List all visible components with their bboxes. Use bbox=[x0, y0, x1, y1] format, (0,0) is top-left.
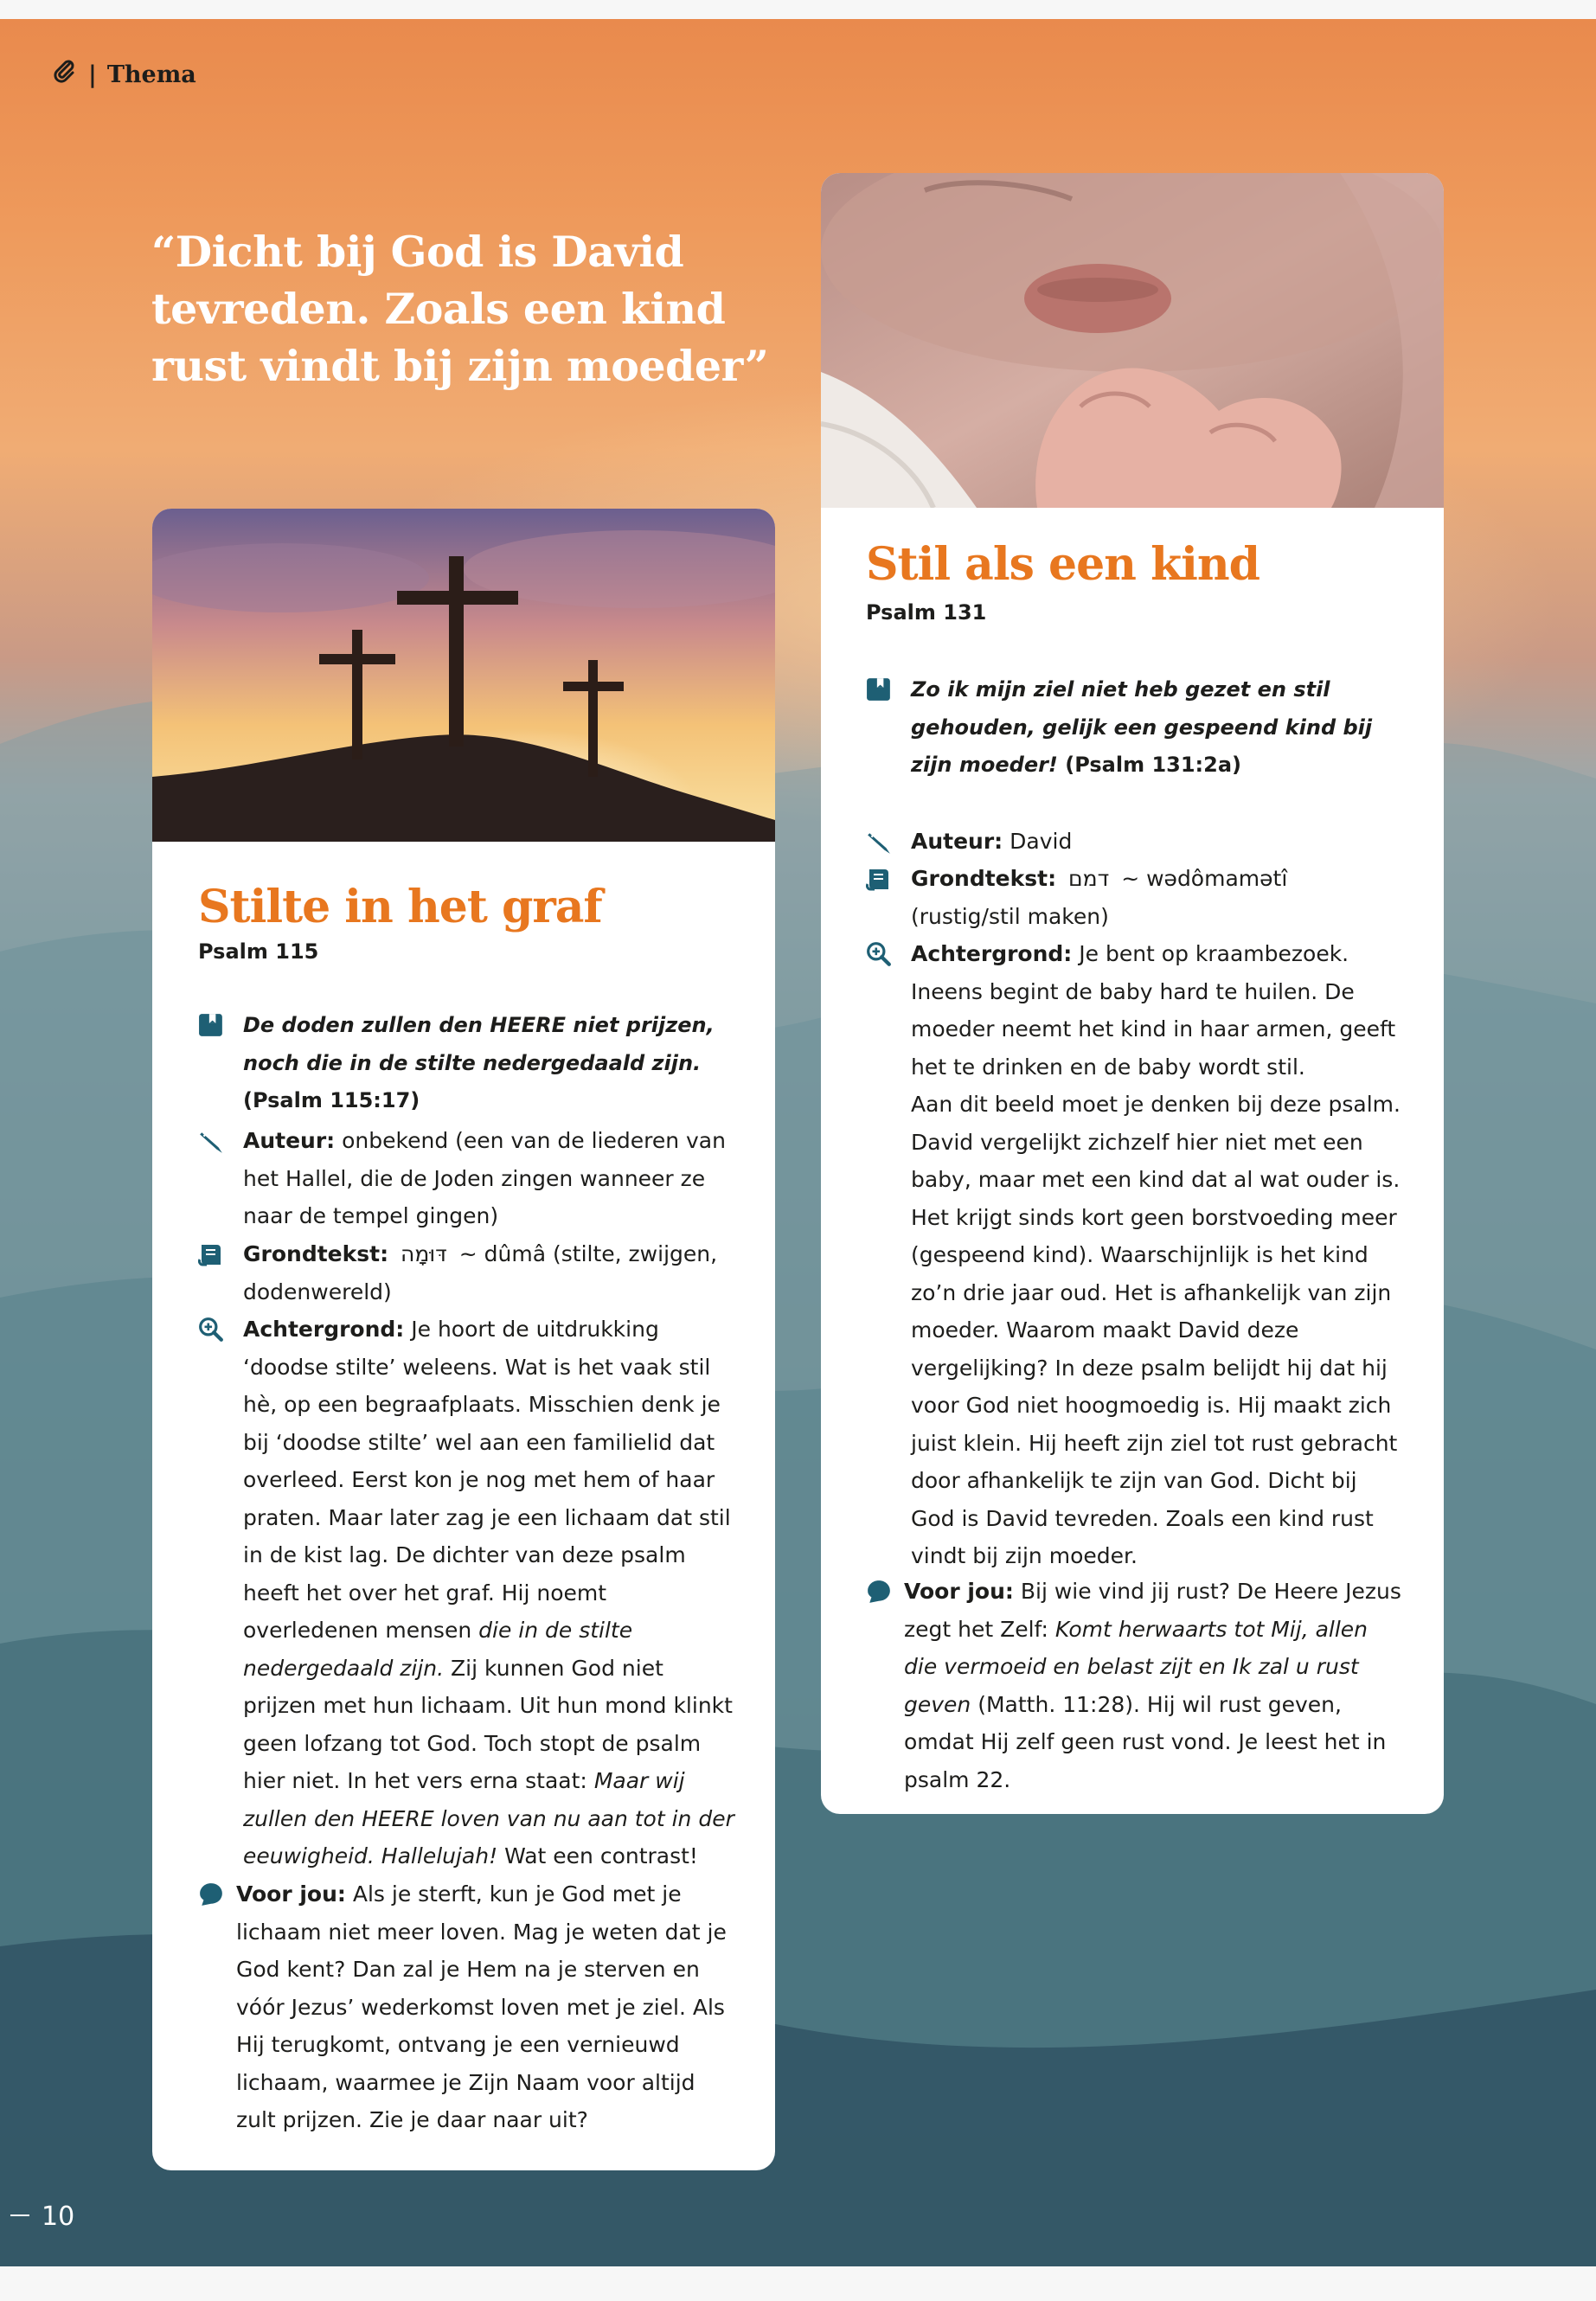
achtergrond-text-1: Je bent op kraambezoek. Ineens begint de baby hard te huilen. De moeder neemt het kind in haar armen, geeft het te drinken en de baby wordt stil. bbox=[911, 941, 1396, 1080]
card-subtitle: Psalm 115 bbox=[198, 939, 319, 964]
paperclip-icon bbox=[52, 59, 78, 91]
card-subtitle: Psalm 131 bbox=[866, 600, 987, 625]
magnifier-icon bbox=[198, 1317, 224, 1343]
voorjou-label: Voor jou: bbox=[904, 1579, 1014, 1604]
verse-block bbox=[243, 1007, 734, 1120]
auteur-row bbox=[866, 823, 1402, 861]
magnifier-icon bbox=[866, 941, 892, 967]
achtergrond-label: Achtergrond: bbox=[911, 941, 1073, 966]
speech-bubble-icon bbox=[198, 1881, 224, 1907]
verse-row bbox=[198, 1007, 734, 1120]
sleeping-baby-photo bbox=[821, 173, 1444, 508]
auteur-text: David bbox=[1010, 829, 1073, 854]
pen-icon bbox=[198, 1129, 224, 1155]
verse-block bbox=[911, 671, 1402, 785]
grondtekst-text: ~ dûmâ (stilte, zwijgen, dodenwereld) bbox=[243, 1241, 718, 1304]
achtergrond-label: Achtergrond: bbox=[243, 1317, 405, 1342]
auteur-text: onbekend (een van de liederen van het Hallel, die de Joden zingen wanneer ze naar de tempel gingen) bbox=[243, 1128, 726, 1228]
card-title: Stil als een kind bbox=[866, 538, 1260, 591]
voorjou-row bbox=[866, 1573, 1402, 1798]
grondtekst-label: Grondtekst: bbox=[911, 866, 1057, 891]
achtergrond-row bbox=[866, 935, 1402, 1575]
auteur-row bbox=[198, 1122, 734, 1235]
grondtekst-block bbox=[243, 1235, 734, 1311]
achtergrond-italic-1: die in de stilte nedergedaald zijn. bbox=[243, 1618, 633, 1681]
achtergrond-block bbox=[243, 1311, 734, 1875]
achtergrond-row bbox=[198, 1311, 734, 1875]
section-header bbox=[52, 59, 196, 91]
verse-reference: (Psalm 115:17) bbox=[243, 1088, 420, 1112]
page-number: 10 bbox=[42, 2202, 75, 2232]
achtergrond-text-2: Aan dit beeld moet je denken bij deze psalm. David vergelijkt zichzelf hier niet met een baby, maar met een kind dat al wat ouder is. Het krijgt sinds kort geen borstvoeding meer (gespeend kind). Waarschijnlijk is het kind zo’n drie jaar oud. Het is afhankelijk van zijn moeder. Waarom maakt David deze vergelijking? In deze psalm belijdt hij dat hij voor God niet hoogmoedig is. Hij maakt zich juist klein. Hij heeft zijn ziel tot rust gebracht door afhankelijk te zijn van God. Dicht bij God is David tevreden. Zoals een kind rust vindt bij zijn moeder. bbox=[911, 1092, 1401, 1568]
verse-text: De doden zullen den HEERE niet prijzen, noch die in de stilte nedergedaald zijn. bbox=[243, 1013, 715, 1075]
bible-book-icon bbox=[198, 1012, 224, 1038]
card-stilte-in-het-graf bbox=[152, 509, 775, 2170]
verse-text: Zo ik mijn ziel niet heb gezet en stil gehouden, gelijk een gespeend kind bij zijn moeder! bbox=[911, 677, 1373, 777]
achtergrond-italic-2: Maar wij zullen den HEERE loven van nu aan tot in der eeuwigheid. Hallelujah! bbox=[243, 1768, 734, 1868]
voorjou-text-2: (Matth. 11:28). Hij wil rust geven, omdat Hij zelf geen rust vond. Je leest het in psalm 22. bbox=[904, 1691, 1387, 1792]
auteur-block bbox=[911, 823, 1402, 861]
grondtekst-hebrew: דּוּמָה bbox=[401, 1241, 447, 1266]
achtergrond-text-2: Zij kunnen God niet prijzen met hun lichaam. Uit hun mond klinkt geen lofzang tot God. Toch stopt de psalm hier niet. In het vers erna staat: bbox=[243, 1655, 733, 1793]
voorjou-italic: Komt herwaarts tot Mij, allen die vermoeid en belast zijt en Ik zal u rust geven bbox=[904, 1616, 1368, 1717]
voorjou-block bbox=[236, 1875, 734, 2139]
voorjou-text: Als je sterft, kun je God met je lichaam niet meer loven. Mag je weten dat je God kent? Dan zal je Hem na je sterven en vóór Jezus’ wederkomst loven met je ziel. Als Hij terugkomt, ontvang je een vernieuwd lichaam, waarmee je Zijn Naam voor altijd zult prijzen. Zie je daar naar uit? bbox=[236, 1881, 727, 2132]
pen-icon bbox=[866, 830, 892, 856]
voorjou-text-1: Bij wie vind jij rust? De Heere Jezus zegt het Zelf: bbox=[904, 1579, 1401, 1642]
grondtekst-label: Grondtekst: bbox=[243, 1241, 389, 1266]
pull-quote: “Dicht bij God is David tevreden. Zoals een kind rust vindt bij zijn moeder” bbox=[151, 227, 769, 391]
card-title: Stilte in het graf bbox=[198, 881, 602, 933]
grondtekst-block bbox=[911, 860, 1402, 935]
scroll-icon bbox=[198, 1241, 224, 1267]
auteur-block bbox=[243, 1122, 734, 1235]
auteur-label: Auteur: bbox=[911, 829, 1003, 854]
grondtekst-text: ~ wədômamətî (rustig/stil maken) bbox=[911, 866, 1288, 929]
voorjou-block bbox=[904, 1573, 1402, 1798]
card-stil-als-een-kind bbox=[821, 173, 1444, 1814]
achtergrond-text-3: Wat een contrast! bbox=[504, 1843, 698, 1868]
voorjou-label: Voor jou: bbox=[236, 1881, 346, 1907]
section-label: Thema bbox=[106, 61, 196, 88]
speech-bubble-icon bbox=[866, 1579, 892, 1605]
achtergrond-block bbox=[911, 935, 1402, 1575]
grondtekst-row bbox=[866, 860, 1402, 935]
bible-book-icon bbox=[866, 676, 892, 702]
achtergrond-text-1: Je hoort de uitdrukking ‘doodse stilte’ weleens. Wat is het vaak stil hè, op een begraafplaats. Misschien denk je bij ‘doodse stilte’ wel aan een familielid dat overleed. Eerst kon je nog met hem of haar praten. Maar later zag je een lichaam dat stil in de kist lag. De dichter van deze psalm heeft het over het graf. Hij noemt overledenen mensen bbox=[243, 1317, 731, 1643]
verse-row bbox=[866, 671, 1402, 785]
three-crosses-sunset-photo bbox=[152, 509, 775, 842]
auteur-label: Auteur: bbox=[243, 1128, 336, 1153]
verse-reference: (Psalm 131:2a) bbox=[1065, 753, 1241, 777]
grondtekst-hebrew: דמם bbox=[1068, 866, 1110, 891]
grondtekst-row bbox=[198, 1235, 734, 1311]
scroll-icon bbox=[866, 866, 892, 892]
voorjou-row bbox=[198, 1875, 734, 2139]
header-separator: | bbox=[88, 61, 97, 88]
